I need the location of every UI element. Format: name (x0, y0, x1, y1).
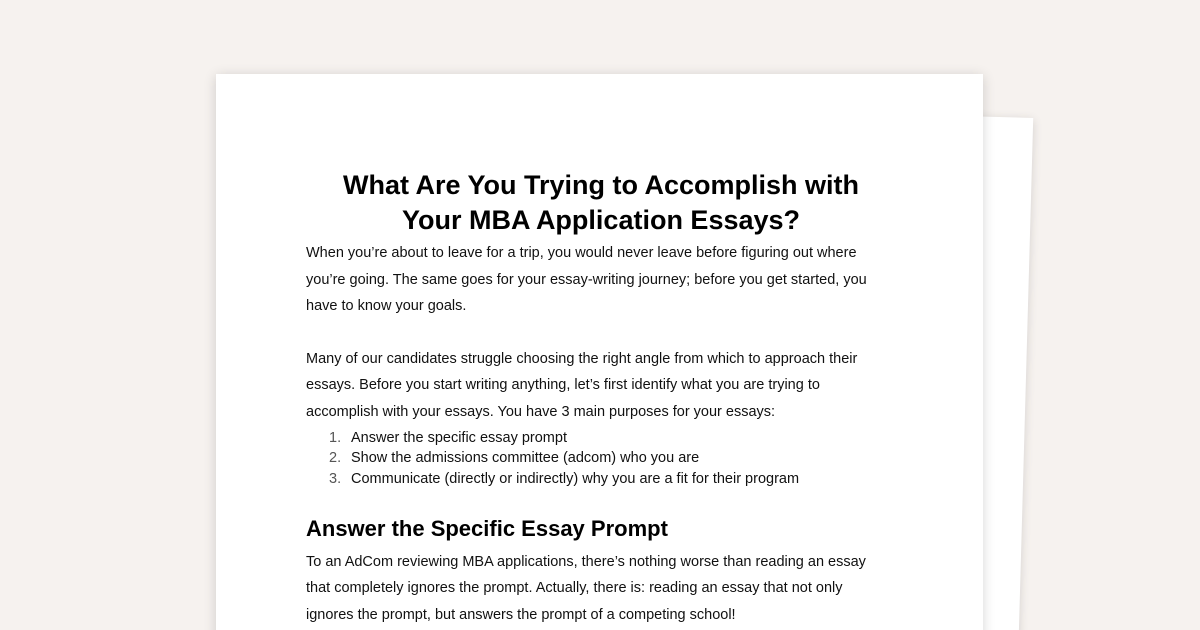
purposes-list (306, 428, 896, 489)
front-page-sheet (216, 74, 983, 630)
list-item (329, 469, 896, 489)
list-item-text: Show the admissions committee (adcom) who you are (351, 450, 700, 467)
document-title-line-2: Your MBA Application Essays? (401, 205, 801, 235)
intro-line-2: you’re going. The same goes for your essay-writing journey; before you get started, you (306, 271, 867, 288)
paragraph-gap (306, 320, 896, 346)
document-content (306, 168, 896, 628)
document-title-line-1: What Are You Trying to Accomplish with (342, 170, 860, 200)
list-item-number: 3. (329, 470, 342, 487)
intro-paragraph (306, 240, 896, 320)
section-line-3: ignores the prompt, but answers the prompt of a competing school! (306, 606, 736, 623)
section-heading: Answer the Specific Essay Prompt (306, 515, 668, 541)
list-item (329, 428, 896, 448)
purposes-line-2: essays. Before you start writing anything, let’s first identify what you are trying to (306, 377, 820, 393)
list-item (329, 448, 896, 468)
purposes-line-1: Many of our candidates struggle choosing the right angle from which to approach their (306, 350, 858, 367)
section-line-1: To an AdCom reviewing MBA applications, there’s nothing worse than reading an essay (306, 553, 866, 570)
section-paragraph (306, 549, 896, 629)
intro-line-3: have to know your goals. (306, 298, 467, 314)
purposes-paragraph (306, 346, 896, 426)
list-item-text: Communicate (directly or indirectly) why you are a fit for their program (351, 470, 800, 487)
list-item-text: Answer the specific essay prompt (351, 430, 567, 446)
document-title (306, 168, 896, 238)
intro-line-1: When you’re about to leave for a trip, you would never leave before figuring out where (306, 245, 857, 261)
section-line-2: that completely ignores the prompt. Actually, there is: reading an essay that not only (306, 580, 843, 597)
list-item-number: 2. (329, 450, 342, 467)
purposes-line-3: accomplish with your essays. You have 3 main purposes for your essays: (306, 403, 776, 420)
list-item-number: 1. (329, 430, 342, 446)
